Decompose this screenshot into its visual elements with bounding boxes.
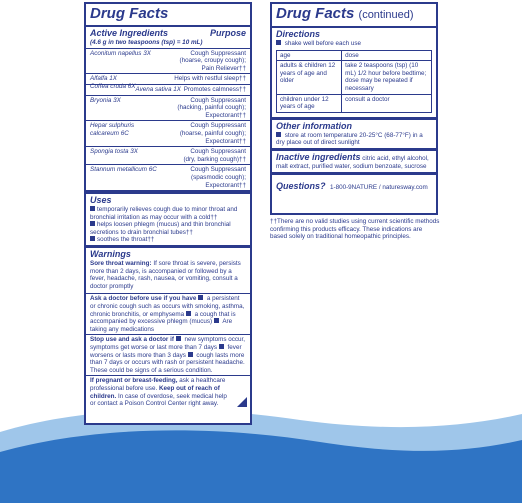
- ask-doctor-item: a persistent or chronic cough such as occurs with smoking, asthma, chronic bronchitis, or emphysema: [90, 295, 245, 318]
- directions-intro: shake well before each use: [284, 40, 362, 47]
- ingredient-purpose: Cough Suppressant (hacking, painful cough); Expectorant††: [177, 96, 246, 119]
- bullet-square-icon: [186, 311, 191, 316]
- uses-list: [90, 206, 246, 244]
- other-information-section: [272, 117, 436, 148]
- ingredient-name: Spongia tosta 3X: [90, 148, 138, 156]
- ingredient-name: Hepar sulphuris calcareum 6C: [90, 122, 135, 137]
- questions-heading: Questions?: [276, 180, 326, 191]
- ask-doctor-item: Are taking any medications: [90, 318, 233, 333]
- table-row: [277, 94, 432, 112]
- table-row: [277, 61, 432, 94]
- footnote: ††There are no valid studies using current scientific methods confirming this products efficacy. These indications are based solely on traditional homeopathic principles.: [270, 218, 440, 241]
- stop-use-heading: Stop use and ask a doctor if: [90, 336, 174, 344]
- table-cell-age: children under 12 years of age: [277, 94, 342, 112]
- ingredient-name: Stannum metallicum 6C: [90, 166, 157, 174]
- ingredient-name: Alfalfa 1X Coffea cruda 6X: [90, 75, 136, 90]
- other-information-heading: Other information: [276, 120, 352, 131]
- keep-out-heading: Keep out of reach of children.: [90, 384, 220, 400]
- drug-facts-panel: [84, 2, 252, 425]
- drug-facts-title: Drug Facts: [86, 4, 250, 27]
- active-ingredients-subheading: (4.6 g in two teaspoons (tsp) = 10 mL): [90, 39, 203, 46]
- table-header-age: age: [277, 50, 342, 61]
- ingredient-purpose: Cough Suppressant (hoarse, painful cough); Expectorant††: [179, 122, 246, 145]
- pregnancy-section: [86, 375, 250, 408]
- uses-item: soothes the throat††: [90, 236, 246, 244]
- inactive-ingredients-text: citric acid, ethyl alcohol, malt extract, purified water, sodium benzoate, sucrose: [276, 154, 429, 170]
- dosage-table: [276, 50, 432, 113]
- ingredient-purpose: Cough Suppressant (dry, barking cough)††: [183, 148, 246, 163]
- warnings-heading: Warnings: [90, 249, 131, 260]
- ingredient-name: Aconitum napellus 3X: [90, 49, 151, 57]
- ingredient-purpose: Promotes calmness††: [183, 85, 246, 93]
- inactive-ingredients-section: [272, 148, 436, 172]
- warnings-section: [86, 245, 250, 293]
- uses-item: helps loosen phlegm (mucus) and thin bronchial secretions to drain bronchial tubes††: [90, 221, 231, 236]
- purpose-heading: Purpose: [209, 28, 246, 38]
- ingredient-list: [86, 49, 250, 192]
- ask-doctor-item: a cough that is accompanied by excessive phlegm (mucus): [90, 310, 236, 326]
- bullet-square-icon: [276, 40, 281, 45]
- questions-contact: 1-800-9NATURE / naturesway.com: [329, 183, 428, 191]
- sore-throat-warning: Sore throat warning: If sore throat is severe, persists more than 2 days, is accompanied or followed by a fever, headache, rash, nausea, or vomiting, consult a doctor promptly: [90, 260, 241, 290]
- uses-item: temporarily relieves cough due to minor throat and bronchial irritation as may occur with a cold††: [90, 206, 238, 221]
- table-cell-age: adults & children 12 years of age and older: [277, 61, 342, 94]
- bullet-square-icon: [198, 295, 203, 300]
- uses-section: [86, 191, 250, 245]
- active-ingredients-heading: Active Ingredients: [90, 28, 169, 38]
- bullet-square-icon: [90, 236, 95, 241]
- bullet-square-icon: [90, 206, 95, 211]
- table-header-row: [277, 50, 432, 61]
- drug-facts-continued-panel: [270, 2, 438, 215]
- ingredient-purpose: Cough Suppressant (hoarse, croupy cough); Pain Reliever††: [179, 49, 246, 72]
- questions-section: [272, 172, 436, 195]
- bullet-square-icon: [188, 352, 193, 357]
- ingredient-row: [86, 147, 250, 165]
- stop-use-item: fever worsens or lasts more than 3 days: [90, 344, 242, 359]
- uses-heading: Uses: [90, 195, 112, 206]
- ingredient-row: [86, 96, 250, 122]
- directions-heading: Directions: [276, 29, 321, 39]
- corner-triangle-icon: [237, 397, 247, 407]
- pregnancy-text: ask a healthcare professional before use.: [90, 377, 226, 392]
- ingredient-purpose: Helps with restful sleep††: [174, 75, 246, 83]
- table-cell-dose: take 2 teaspoons (tsp) (10 mL) 1/2 hour before bedtime; dose may be repeated if necessary: [342, 61, 432, 94]
- ingredient-row: [86, 121, 250, 147]
- active-ingredients-header: [86, 27, 250, 49]
- bullet-square-icon: [214, 318, 219, 323]
- ingredient-row: [86, 49, 250, 75]
- bullet-square-icon: [176, 336, 181, 341]
- bullet-square-icon: [276, 132, 281, 137]
- stop-use-section: [86, 334, 250, 375]
- directions-section: [272, 28, 436, 114]
- overdose-text: In case of overdose, seek medical help or contact a Poison Control Center right away.: [90, 392, 227, 408]
- bullet-square-icon: [219, 344, 224, 349]
- stop-use-item: new symptoms occur, symptoms get worse or last more than 7 days: [90, 336, 246, 351]
- inactive-ingredients-heading: Inactive ingredients: [276, 151, 361, 162]
- ingredient-name: Bryonia 3X: [90, 96, 121, 104]
- stop-use-item: cough lasts more than 7 days or occurs with rash or persistent headache. These could be signs of a serious condition.: [90, 351, 245, 374]
- pregnancy-heading: If pregnant or breast-feeding,: [90, 377, 178, 385]
- ask-doctor-section: [86, 293, 250, 334]
- other-information-text: store at room temperature 20-25°C (68-77°F) in a dry place out of direct sunlight: [276, 131, 423, 147]
- ingredient-row: [86, 165, 250, 191]
- table-header-dose: dose: [342, 50, 432, 61]
- table-cell-dose: consult a doctor: [342, 94, 432, 112]
- drug-facts-continued-title: Drug Facts (continued): [272, 4, 436, 28]
- ask-doctor-heading: Ask a doctor before use if you have: [90, 295, 197, 303]
- ingredient-name: Avena sativa 1X: [135, 85, 181, 93]
- ingredient-purpose: Cough Suppressant (spasmodic cough); Expectorant††: [190, 166, 246, 189]
- bullet-square-icon: [90, 221, 95, 226]
